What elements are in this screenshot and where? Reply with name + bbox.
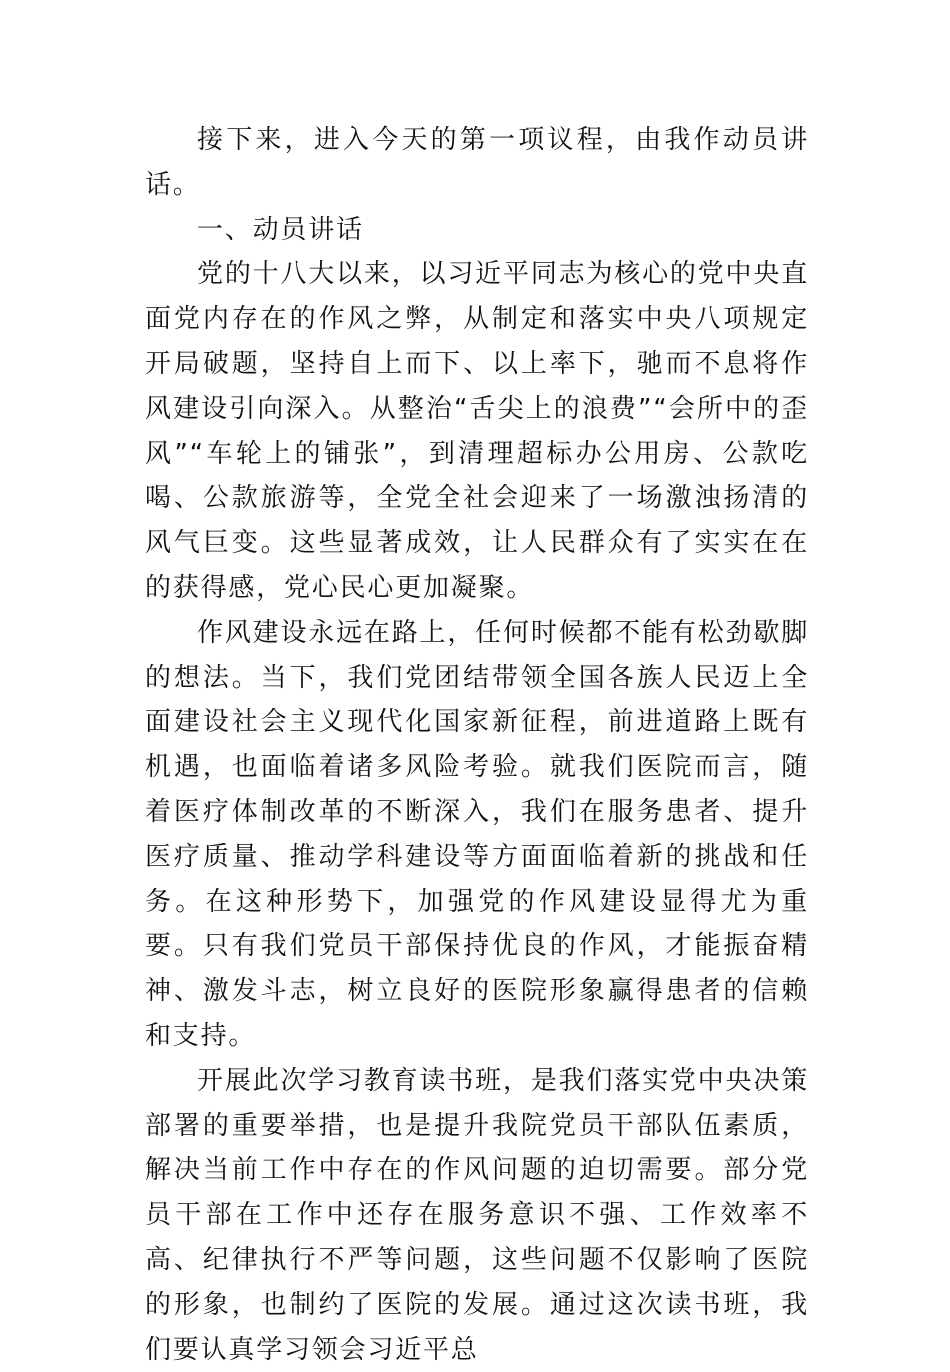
paragraph-reading-class-purpose: 开展此次学习教育读书班，是我们落实党中央决策部署的重要举措，也是提升我院党员干部队伍素质，解决当前工作中存在的作风问题的迫切需要。部分党员干部在工作中还存在服务意识不强、工作效率不高、纪律执行不严等问题，这些问题不仅影响了医院的形象，也制约了医院的发展。通过这次读书班，我们要认真学习领会习近平总 <box>145 1065 809 1365</box>
paragraph-style-building-ongoing: 作风建设永远在路上，任何时候都不能有松劲歇脚的想法。当下，我们党团结带领全国各族人民迈上全面建设社会主义现代化国家新征程，前进道路上既有机遇，也面临着诸多风险考验。就我们医院而言，随着医疗体制改革的不断深入，我们在服务患者、提升医疗质量、推动学科建设等方面面临着新的挑战和任务。在这种形势下，加强党的作风建设显得尤为重要。只有我们党员干部保持优良的作风，才能振奋精神、激发斗志，树立良好的医院形象赢得患者的信赖和支持。 <box>145 617 809 1051</box>
paragraph-agenda-intro: 接下来，进入今天的第一项议程，由我作动员讲话。 <box>145 125 809 200</box>
document-body <box>145 118 809 1372</box>
paragraph-party-style-history: 党的十八大以来，以习近平同志为核心的党中央直面党内存在的作风之弊，从制定和落实中央八项规定开局破题，坚持自上而下、以上率下，驰而不息将作风建设引向深入。从整治“舌尖上的浪费”“会所中的歪风”“车轮上的铺张”，到清理超标办公用房、公款吃喝、公款旅游等，全党全社会迎来了一场激浊扬清的风气巨变。这些显著成效，让人民群众有了实实在在的获得感，党心民心更加凝聚。 <box>145 259 809 603</box>
section-heading-mobilization-speech: 一、动员讲话 <box>197 214 364 245</box>
